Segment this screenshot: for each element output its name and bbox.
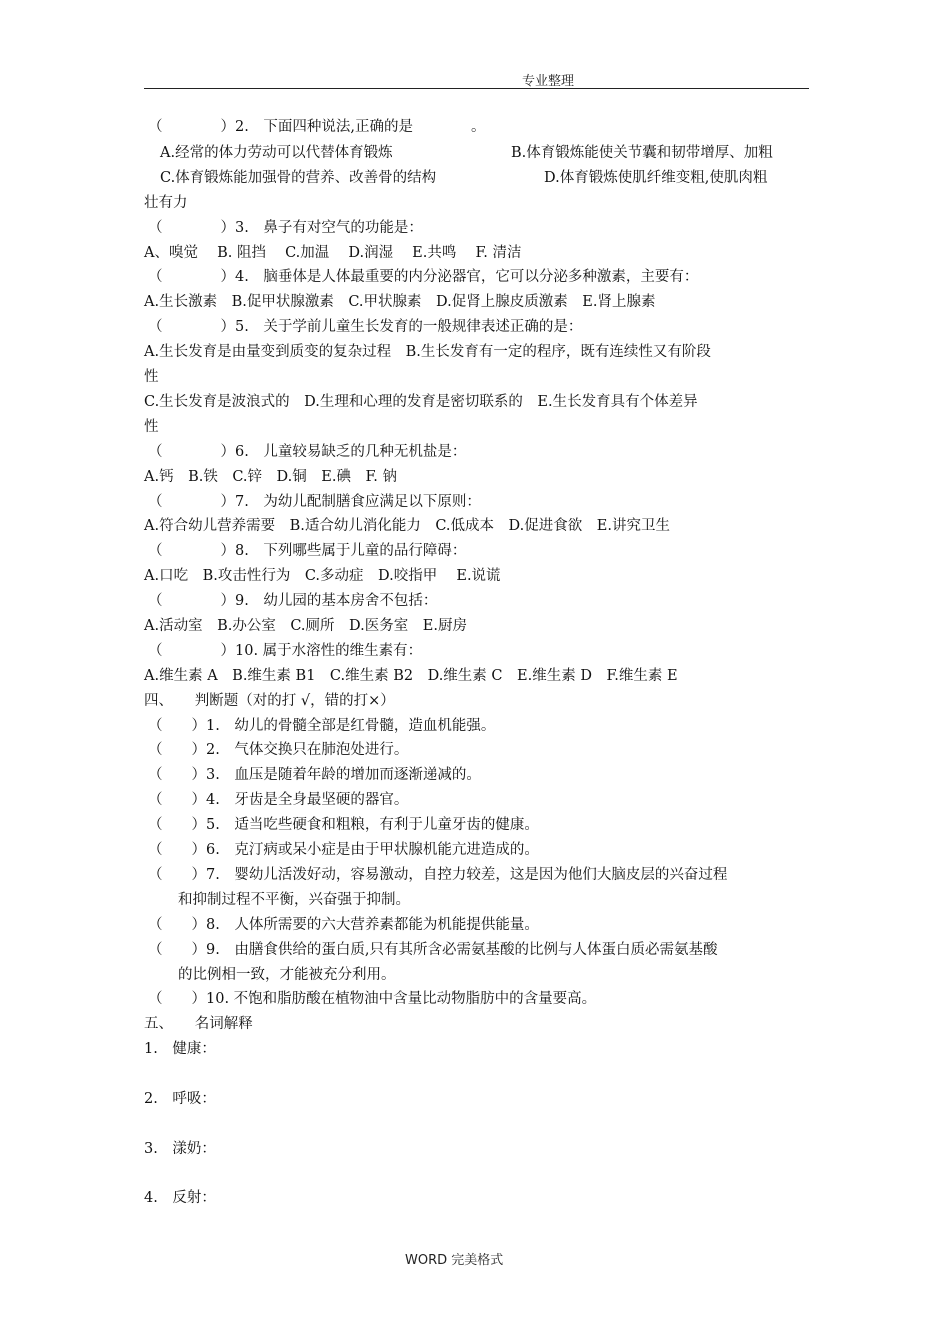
option-line: B.体育锻炼能使关节囊和韧带增厚、加粗 xyxy=(511,145,773,161)
option-continuation: 壮有力 xyxy=(144,195,188,211)
true-false-item: （ ）9. 由膳食供给的蛋白质,只有其所含必需氨基酸的比例与人体蛋白质必需氨基酸 xyxy=(148,942,718,958)
question-line: （ ）3. 鼻子有对空气的功能是： xyxy=(148,220,423,236)
option-line: C.体育锻炼能加强骨的营养、改善骨的结构 xyxy=(160,170,437,186)
header-rule xyxy=(144,70,809,89)
question-line: （ ）6. 儿童较易缺乏的几种无机盐是： xyxy=(148,444,467,460)
page-header-title: 专业整理 xyxy=(522,74,575,89)
term-item: 4. 反射： xyxy=(144,1190,216,1206)
option-line: A.生长激素 B.促甲状腺激素 C.甲状腺素 D.促肾上腺皮质激素 E.肾上腺素 xyxy=(144,294,656,310)
true-false-item: （ ）8. 人体所需要的六大营养素都能为机能提供能量。 xyxy=(148,917,539,933)
option-line: A.维生素 A B.维生素 B1 C.维生素 B2 D.维生素 C E.维生素 D F.维生素 E xyxy=(144,668,678,684)
option-line: A.符合幼儿营养需要 B.适合幼儿消化能力 C.低成本 D.促进食欲 E.讲究卫生 xyxy=(144,518,670,534)
question-line: （ ）2. 下面四种说法,正确的是 。 xyxy=(148,119,486,135)
option-line: A.活动室 B.办公室 C.厕所 D.医务室 E.厨房 xyxy=(144,618,467,634)
true-false-item: （ ）5. 适当吃些硬食和粗粮，有利于儿童牙齿的健康。 xyxy=(148,817,539,833)
page-footer: WORD 完美格式 xyxy=(405,1253,504,1268)
true-false-item: （ ）10. 不饱和脂肪酸在植物油中含量比动物脂肪中的含量要高。 xyxy=(148,991,597,1007)
true-false-item: （ ）3. 血压是随着年龄的增加而逐渐递减的。 xyxy=(148,767,481,783)
true-false-item: （ ）1. 幼儿的骨髓全部是红骨髓，造血机能强。 xyxy=(148,718,496,734)
option-line: A.生长发育是由量变到质变的复杂过程 B.生长发育有一定的程序，既有连续性又有阶段 xyxy=(144,344,711,360)
question-line: （ ）8. 下列哪些属于儿童的品行障碍： xyxy=(148,543,467,559)
question-line: （ ）5. 关于学前儿童生长发育的一般规律表述正确的是： xyxy=(148,319,583,335)
option-line: A、嗅觉 B. 阻挡 C.加温 D.润湿 E.共鸣 F. 清洁 xyxy=(144,245,522,261)
term-item: 3. 漾奶： xyxy=(144,1141,216,1157)
option-continuation: 性 xyxy=(144,419,159,435)
option-line: C.生长发育是波浪式的 D.生理和心理的发育是密切联系的 E.生长发育具有个体差异 xyxy=(144,394,698,410)
option-line: A.钙 B.铁 C.锌 D.铜 E.碘 F. 钠 xyxy=(144,469,397,485)
section-heading: 五、 名词解释 xyxy=(144,1016,253,1032)
true-false-continuation: 的比例相一致，才能被充分利用。 xyxy=(178,967,396,983)
true-false-item: （ ）7. 婴幼儿活泼好动，容易激动，自控力较差，这是因为他们大脑皮层的兴奋过程 xyxy=(148,867,728,883)
question-line: （ ）9. 幼儿园的基本房舍不包括： xyxy=(148,593,438,609)
option-line: D.体育锻炼使肌纤维变粗,使肌肉粗 xyxy=(544,170,768,186)
question-line: （ ）10. 属于水溶性的维生素有： xyxy=(148,643,423,659)
true-false-continuation: 和抑制过程不平衡，兴奋强于抑制。 xyxy=(178,892,410,908)
term-item: 1. 健康： xyxy=(144,1041,216,1057)
option-continuation: 性 xyxy=(144,369,159,385)
question-line: （ ）4. 脑垂体是人体最重要的内分泌器官，它可以分泌多种激素，主要有： xyxy=(148,269,699,285)
question-line: （ ）7. 为幼儿配制膳食应满足以下原则： xyxy=(148,494,481,510)
option-line: A.经常的体力劳动可以代替体育锻炼 xyxy=(160,145,393,161)
true-false-item: （ ）2. 气体交换只在肺泡处进行。 xyxy=(148,742,409,758)
option-line: A.口吃 B.攻击性行为 C.多动症 D.咬指甲 E.说谎 xyxy=(144,568,501,584)
term-item: 2. 呼吸： xyxy=(144,1091,216,1107)
true-false-item: （ ）6. 克汀病或呆小症是由于甲状腺机能亢进造成的。 xyxy=(148,842,539,858)
section-heading: 四、 判断题（对的打 √，错的打×） xyxy=(144,693,395,709)
true-false-item: （ ）4. 牙齿是全身最坚硬的器官。 xyxy=(148,792,409,808)
